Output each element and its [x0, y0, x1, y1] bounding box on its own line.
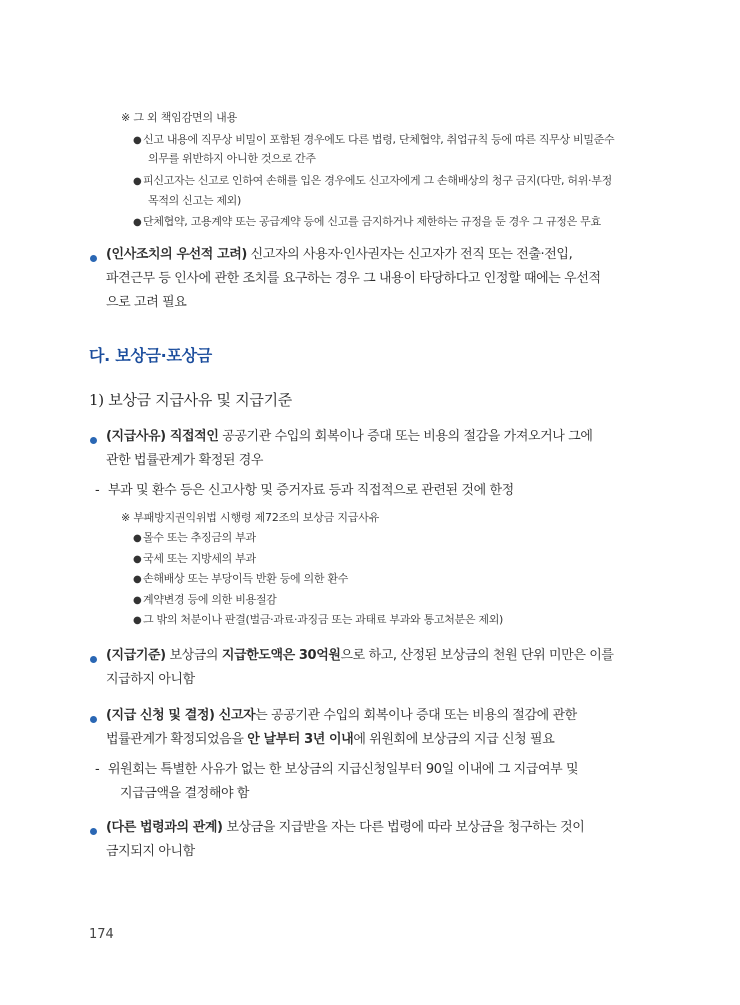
- circle-bullet-icon: [90, 437, 97, 444]
- bullet-dot-icon: ●: [133, 615, 142, 626]
- note-item-text: 단체협약, 고용계약 또는 공급계약 등에 신고를 금지하거나 제한하는 규정을 둔 경우 그 규정은 무효: [143, 215, 601, 228]
- note-item: [133, 133, 614, 148]
- note-item-cont: 목적의 신고는 제외): [148, 194, 241, 207]
- para-text: 파견근무 등 인사에 관한 조치를 요구하는 경우 그 내용이 타당하다고 인정할 때에는 우선적: [106, 271, 601, 286]
- note-item-text: 손해배상 또는 부당이득 반환 등에 의한 환수: [143, 572, 349, 585]
- para-text: 는 공공기관 수입의 회복이나 증대 또는 비용의 절감에 관한: [255, 708, 577, 723]
- note-item-text: 그 밖의 처분이나 판결(벌금·과료·과징금 또는 과태료 부과와 통고처분은 제외): [143, 613, 504, 626]
- para-text: 관한 법률관계가 확정된 경우: [106, 453, 264, 468]
- note-item-text: 몰수 또는 추징금의 부과: [143, 531, 256, 544]
- dash-text: [108, 758, 668, 806]
- paragraph-apply: [106, 704, 662, 752]
- para-bold: (다른 법령과의 관계): [106, 820, 223, 835]
- bullet-dot-icon: ●: [133, 533, 142, 544]
- note-item: [133, 572, 348, 587]
- note-item: [133, 613, 503, 628]
- para-text: 보상금을 지급받을 자는 다른 법령에 따라 보상금을 청구하는 것이: [222, 820, 585, 835]
- page-number: 174: [89, 927, 114, 942]
- dash-marker: -: [95, 483, 100, 498]
- note-item-text: 국세 또는 지방세의 부과: [143, 552, 256, 565]
- para-bold: 지급한도액은 30억원: [221, 648, 341, 663]
- bullet-dot-icon: ●: [133, 176, 142, 187]
- note-item: [133, 174, 612, 189]
- note-item: [133, 215, 601, 230]
- bullet-dot-icon: ●: [133, 217, 142, 228]
- section-title: 다. 보상금·포상금: [89, 346, 212, 365]
- note-item: [133, 531, 256, 546]
- dash-line: 위원회는 특별한 사유가 없는 한 보상금의 지급신청일부터 90일 이내에 그 지급여부 및: [108, 762, 579, 777]
- para-text: 보상금의: [165, 648, 222, 663]
- dash-line: 지급금액을 결정해야 함: [120, 786, 250, 801]
- paragraph-other-laws: [106, 816, 662, 864]
- note-item: [133, 552, 256, 567]
- paragraph-personnel: [106, 243, 662, 315]
- para-text: 으로 고려 필요: [106, 295, 187, 310]
- dash-marker: -: [95, 762, 100, 777]
- note-item-text: 계약변경 등에 의한 비용절감: [143, 593, 277, 606]
- para-bold: (인사조치의 우선적 고려): [106, 247, 247, 262]
- note-item-cont: 의무를 위반하지 아니한 것으로 간주: [148, 152, 316, 165]
- note-title: ※ 그 외 책임감면의 내용: [121, 111, 238, 124]
- note-title: ※ 부패방지권익위법 시행령 제72조의 보상금 지급사유: [121, 511, 380, 524]
- para-bold: (지급사유) 직접적인: [106, 429, 219, 444]
- note-item-text: 신고 내용에 직무상 비밀이 포함된 경우에도 다른 법령, 단체협약, 취업규칙 등에 따른 직무상 비밀준수: [143, 133, 615, 146]
- paragraph-standard: [106, 644, 662, 692]
- para-bold: (지급기준): [106, 648, 166, 663]
- para-text: 공공기관 수입의 회복이나 증대 또는 비용의 절감을 가져오거나 그에: [218, 429, 593, 444]
- para-text: 으로 하고, 산정된 보상금의 천원 단위 미만은 이를: [340, 648, 614, 663]
- circle-bullet-icon: [90, 716, 97, 723]
- bullet-dot-icon: ●: [133, 595, 142, 606]
- para-text: 에 위원회에 보상금의 지급 신청 필요: [353, 732, 555, 747]
- dash-text: 부과 및 환수 등은 신고사항 및 증거자료 등과 직접적으로 관련된 것에 한정: [108, 483, 514, 498]
- para-text: 신고자의 사용자·인사권자는 신고자가 전직 또는 전출·전입,: [246, 247, 573, 262]
- bullet-dot-icon: ●: [133, 554, 142, 565]
- circle-bullet-icon: [90, 255, 97, 262]
- para-bold: 안 날부터 3년 이내: [247, 732, 354, 747]
- note-item-text: 피신고자는 신고로 인하여 손해를 입은 경우에도 신고자에게 그 손해배상의 청구 금지(다만, 허위·부정: [143, 174, 612, 187]
- circle-bullet-icon: [90, 828, 97, 835]
- para-text: 금지되지 아니함: [106, 844, 195, 859]
- subsection-title: 1) 보상금 지급사유 및 지급기준: [89, 391, 292, 409]
- para-text: 법률관계가 확정되었음을: [106, 732, 248, 747]
- bullet-dot-icon: ●: [133, 135, 142, 146]
- para-bold: (지급 신청 및 결정) 신고자: [106, 708, 256, 723]
- bullet-dot-icon: ●: [133, 574, 142, 585]
- paragraph-reason: [106, 425, 662, 473]
- circle-bullet-icon: [90, 656, 97, 663]
- note-item: [133, 593, 277, 608]
- para-text: 지급하지 아니함: [106, 672, 195, 687]
